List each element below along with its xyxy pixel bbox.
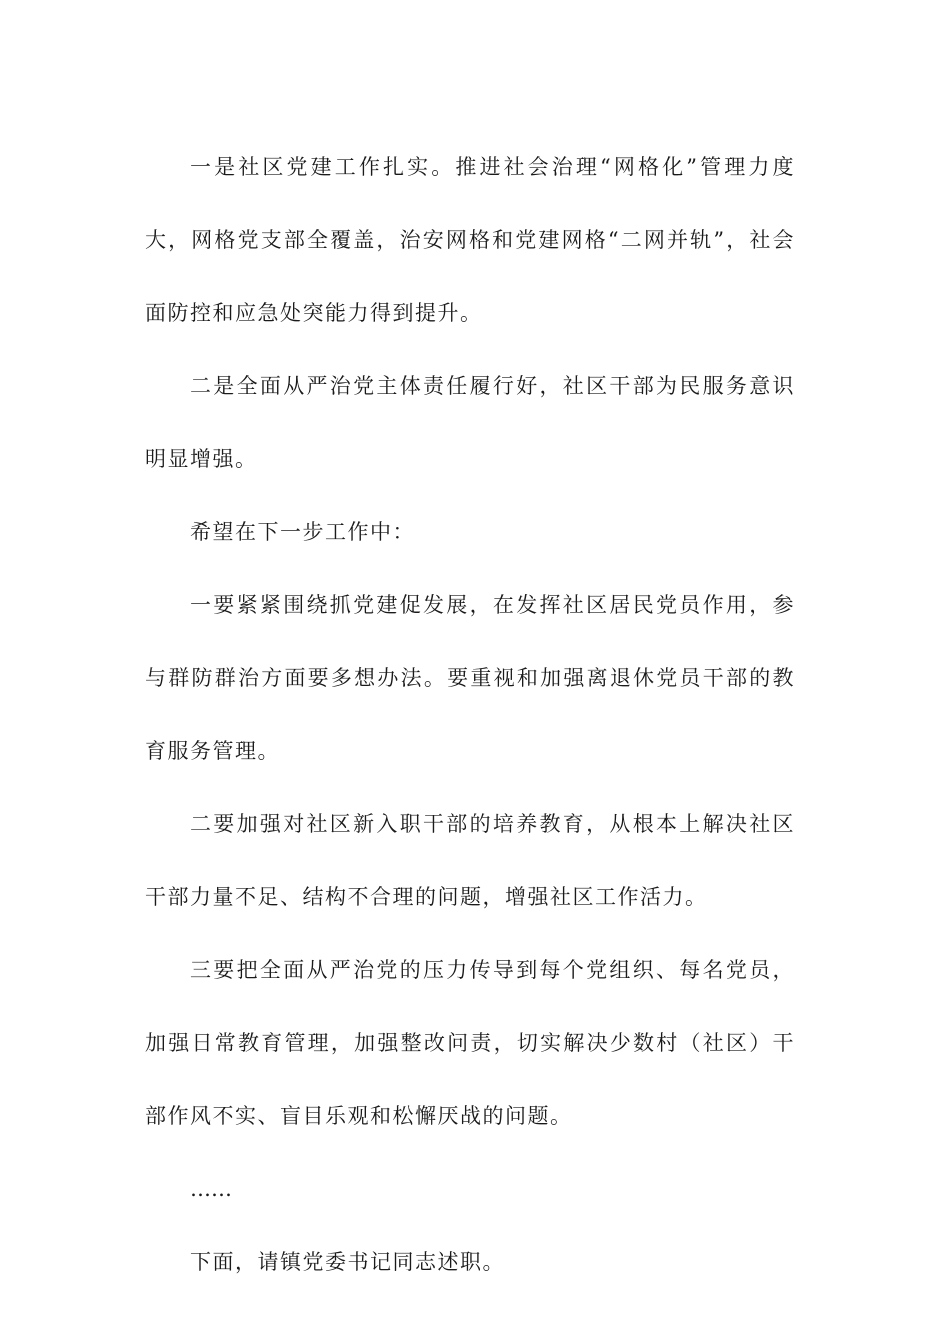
paragraph-ellipsis: …… (190, 1177, 232, 1201)
paragraph-requirement-three: 三要把全面从严治党的压力传导到每个党组织、每名党员，加强日常教育管理，加强整改问责，切实解决少数村（社区）干部作风不实、盲目乐观和松懈厌战的问题。 (145, 958, 795, 1128)
paragraph-requirement-one: 一要紧紧围绕抓党建促发展，在发挥社区居民党员作用，参与群防群治方面要多想办法。要重视和加强离退休党员干部的教育服务管理。 (145, 593, 795, 763)
paragraph-strict-party-governance: 二是全面从严治党主体责任履行好，社区干部为民服务意识明显增强。 (145, 374, 795, 471)
paragraph-next-speaker: 下面，请镇党委书记同志述职。 (190, 1250, 505, 1274)
document-body (145, 131, 795, 1299)
paragraph-community-party-building: 一是社区党建工作扎实。推进社会治理“网格化”管理力度大，网格党支部全覆盖，治安网格和党建网格“二网并轨”，社会面防控和应急处突能力得到提升。 (145, 155, 795, 325)
paragraph-requirement-two: 二要加强对社区新入职干部的培养教育，从根本上解决社区干部力量不足、结构不合理的问题，增强社区工作活力。 (145, 812, 795, 909)
paragraph-hopes-intro: 希望在下一步工作中： (190, 520, 415, 544)
